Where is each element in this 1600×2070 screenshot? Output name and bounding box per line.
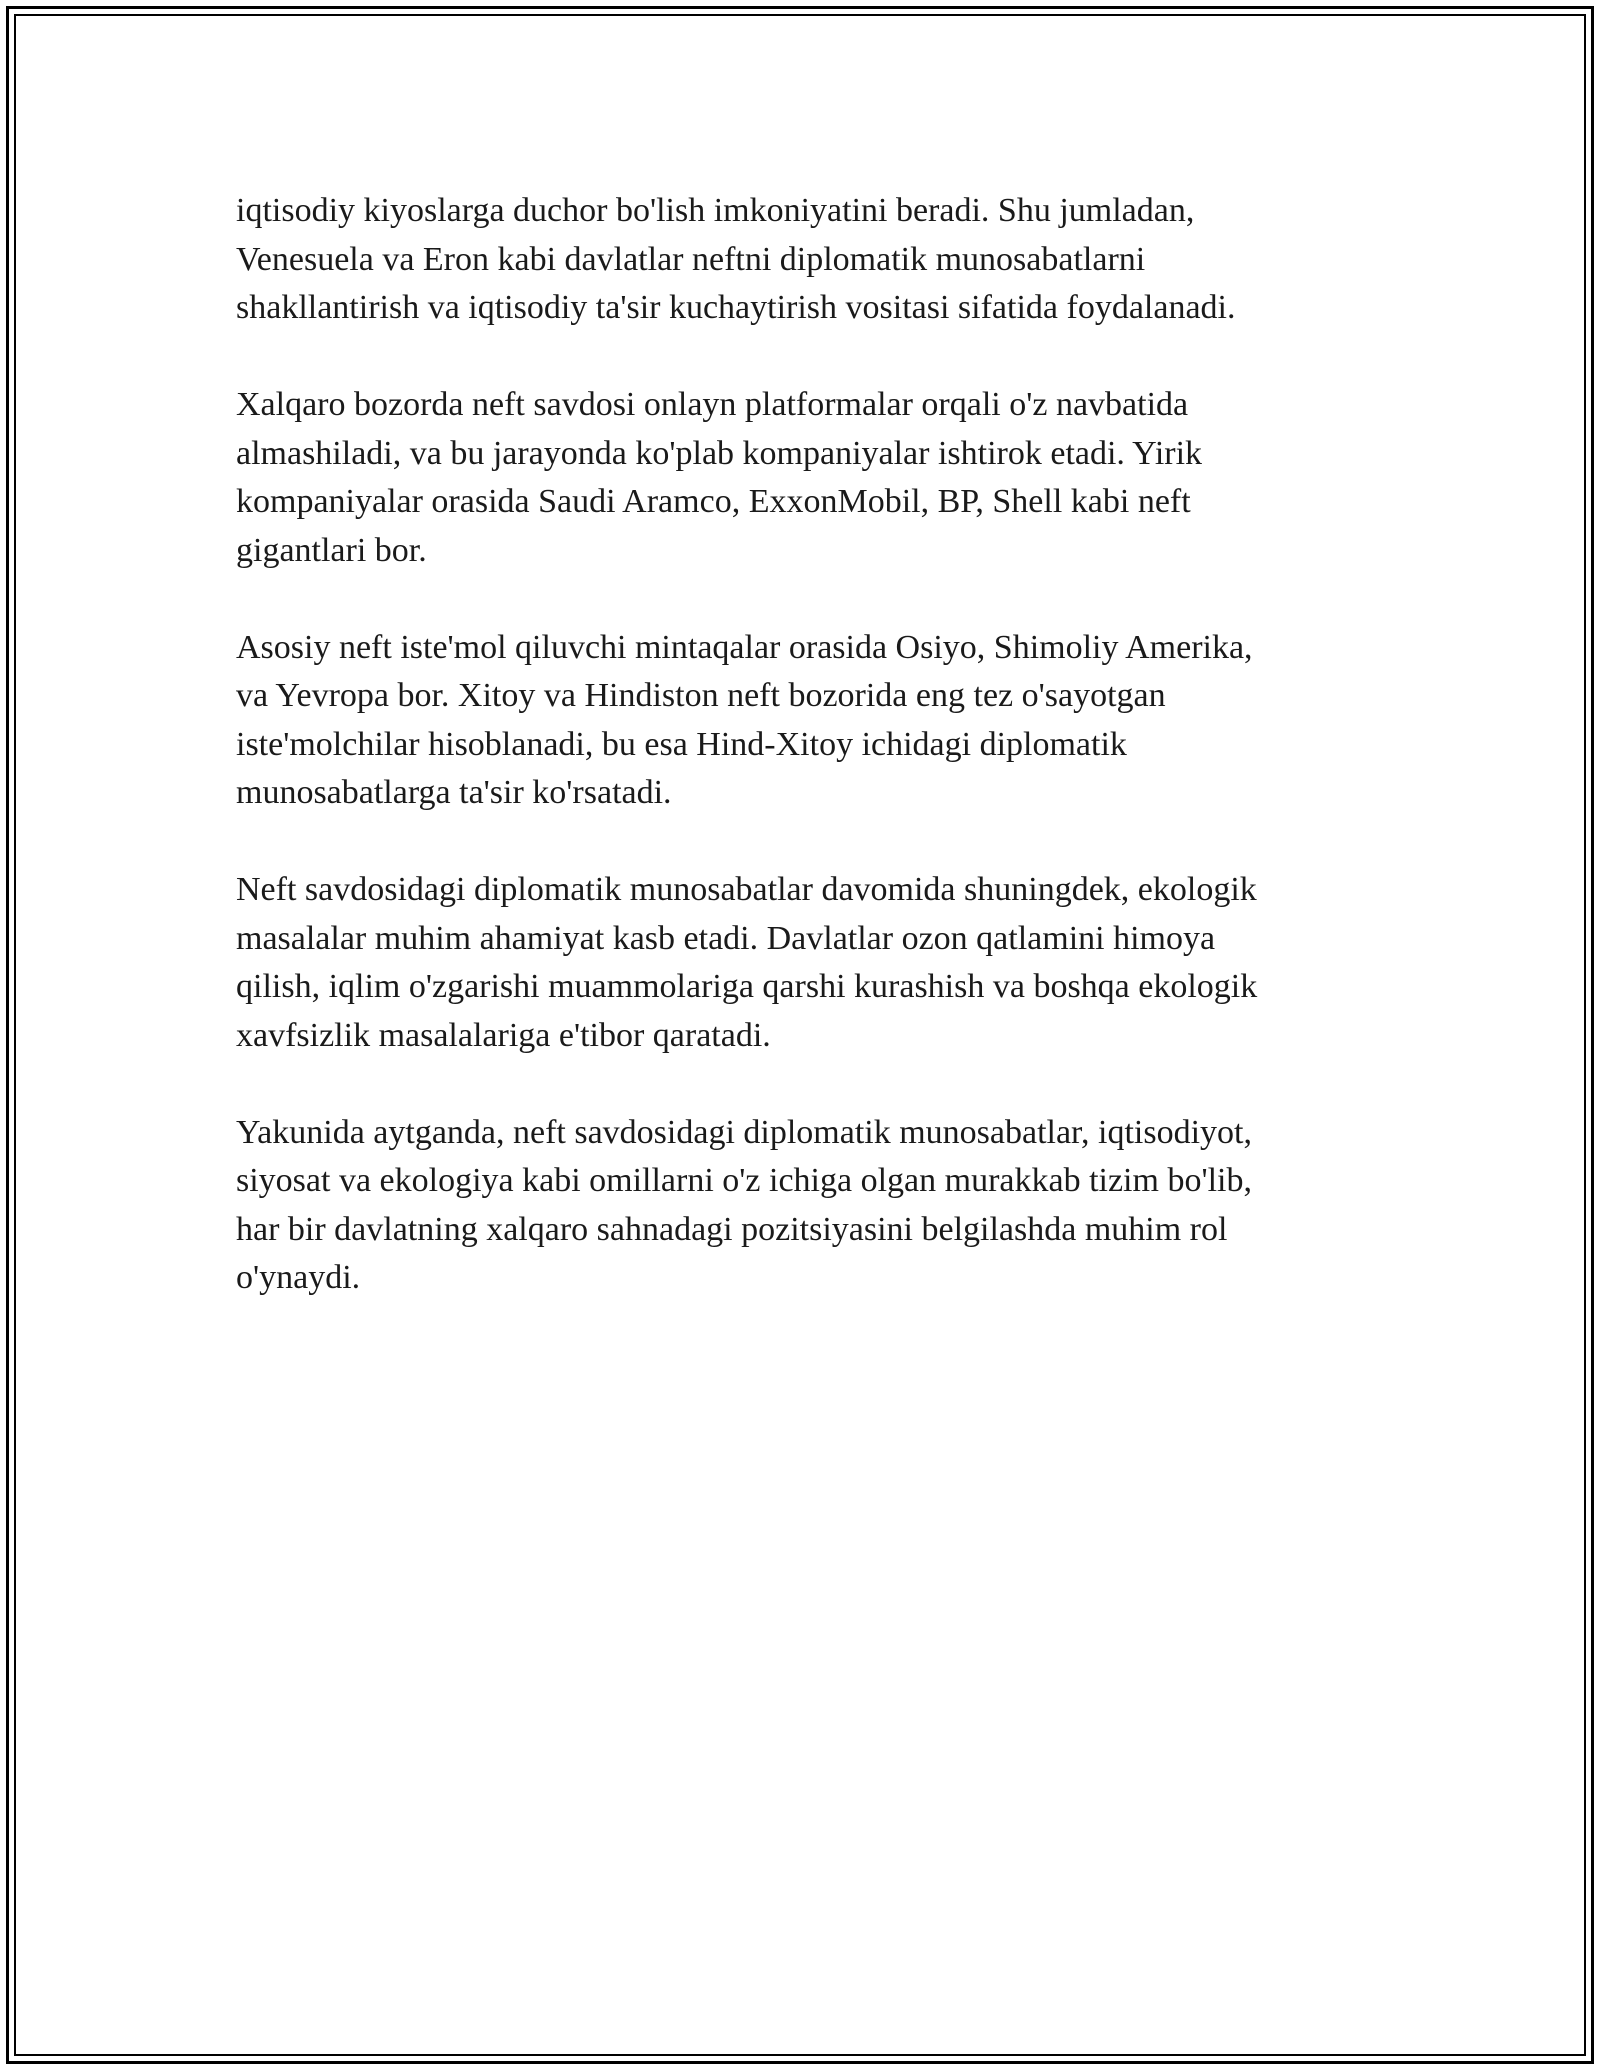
paragraph: Asosiy neft iste'mol qiluvchi mintaqalar orasida Osiyo, Shimoliy Amerika, va Yevropa bor. Xitoy va Hindiston neft bozorida eng tez o'sayotgan iste'molchilar hisoblanadi, bu esa Hind-Xitoy ichidagi diplomatik munosabatlarga ta'sir ko'rsatadi. <box>236 628 1253 811</box>
document-body <box>236 187 1416 1351</box>
paragraph: Neft savdosidagi diplomatik munosabatlar davomida shuningdek, ekologik masalalar muhim ahamiyat kasb etadi. Davlatlar ozon qatlamini himoya qilish, iqlim o'zgarishi muammolariga qarshi kurashish va boshqa ekologik xavfsizlik masalalariga e'tibor qaratadi. <box>236 871 1258 1054</box>
paragraph: iqtisodiy kiyoslarga duchor bo'lish imkoniyatini beradi. Shu jumladan, Venesuela va Eron kabi davlatlar neftni diplomatik munosabatlarni shakllantirish va iqtisodiy ta'sir kuchaytirish vositasi sifatida foydalanadi. <box>236 192 1236 326</box>
paragraph: Yakunida aytganda, neft savdosidagi diplomatik munosabatlar, iqtisodiyot, siyosat va ekologiya kabi omillarni o'z ichiga olgan murakkab tizim bo'lib, har bir davlatning xalqaro sahnadagi pozitsiyasini belgilashda muhim rol o'ynaydi. <box>236 1113 1252 1296</box>
paragraph: Xalqaro bozorda neft savdosi onlayn platformalar orqali o'z navbatida almashiladi, va bu jarayonda ko'plab kompaniyalar ishtirok etadi. Yirik kompaniyalar orasida Saudi Aramco, ExxonMobil, BP, Shell kabi neft gigantlari bor. <box>236 386 1203 569</box>
